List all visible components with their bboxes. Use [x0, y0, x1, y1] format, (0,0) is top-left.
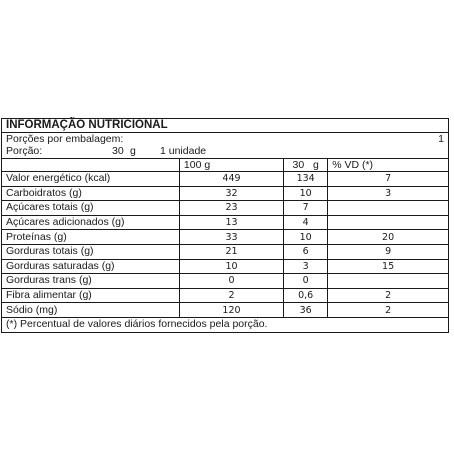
- value-per-100g: 2: [179, 288, 283, 303]
- nutrition-table-header: [2, 159, 448, 172]
- table-row: [2, 186, 448, 201]
- footnote: (*) Percentual de valores diários fornecidos pela porção.: [6, 317, 268, 330]
- table-row: [2, 215, 448, 230]
- nutrition-table: [2, 159, 448, 318]
- table-row: [2, 230, 448, 245]
- value-per-portion: 10: [284, 186, 328, 201]
- value-per-portion: 0,6: [284, 288, 328, 303]
- value-per-100g: 13: [179, 215, 283, 230]
- value-per-100g: 449: [179, 172, 283, 187]
- header-per-portion: [284, 159, 328, 172]
- nutrient-name: Açúcares totais (g): [2, 201, 179, 216]
- value-per-100g: 0: [179, 274, 283, 289]
- serving-size-amount: 30: [112, 145, 124, 157]
- value-per-portion: 3: [284, 259, 328, 274]
- value-daily-percent: [328, 274, 448, 289]
- value-daily-percent: 2: [328, 303, 448, 318]
- table-row: [2, 303, 448, 318]
- value-per-100g: 32: [179, 186, 283, 201]
- table-row: [2, 172, 448, 187]
- value-per-100g: 120: [179, 303, 283, 318]
- nutrient-name: Valor energético (kcal): [2, 172, 179, 187]
- nutrient-name: Gorduras saturadas (g): [2, 259, 179, 274]
- nutrient-name: Gorduras totais (g): [2, 244, 179, 259]
- header-nutrient-cell: [2, 159, 179, 172]
- table-row: [2, 244, 448, 259]
- nutrient-name: Fibra alimentar (g): [2, 288, 179, 303]
- value-daily-percent: 20: [328, 230, 448, 245]
- servings-per-package-value: 1: [438, 133, 444, 145]
- value-per-portion: 7: [284, 201, 328, 216]
- value-per-100g: 10: [179, 259, 283, 274]
- value-daily-percent: [328, 215, 448, 230]
- serving-size-row: [2, 145, 448, 159]
- value-daily-percent: 3: [328, 186, 448, 201]
- header-per-portion-unit: g: [312, 159, 319, 171]
- table-row: [2, 201, 448, 216]
- value-daily-percent: 15: [328, 259, 448, 274]
- value-daily-percent: [328, 201, 448, 216]
- value-daily-percent: 7: [328, 172, 448, 187]
- label-title: INFORMAÇÃO NUTRICIONAL: [2, 119, 448, 133]
- value-per-portion: 36: [284, 303, 328, 318]
- header-per-portion-amount: 30: [292, 159, 305, 171]
- value-per-portion: 4: [284, 215, 328, 230]
- serving-size-unit: g: [130, 145, 136, 157]
- table-row: [2, 274, 448, 289]
- nutrient-name: Gorduras trans (g): [2, 274, 179, 289]
- value-per-portion: 0: [284, 274, 328, 289]
- header-vd: % VD (*): [328, 159, 448, 172]
- value-daily-percent: 2: [328, 288, 448, 303]
- servings-per-package-label: Porções por embalagem:: [6, 133, 124, 145]
- nutrient-name: Carboidratos (g): [2, 186, 179, 201]
- value-per-100g: 23: [179, 201, 283, 216]
- header-per100: 100 g: [179, 159, 283, 172]
- table-row: [2, 259, 448, 274]
- value-per-portion: 134: [284, 172, 328, 187]
- serving-size-household: 1 unidade: [160, 145, 207, 157]
- nutrition-facts-label: [1, 118, 449, 333]
- nutrient-name: Sódio (mg): [2, 303, 179, 318]
- value-daily-percent: 9: [328, 244, 448, 259]
- serving-size-label: Porção:: [6, 145, 43, 157]
- nutrient-name: Açúcares adicionados (g): [2, 215, 179, 230]
- nutrient-name: Proteínas (g): [2, 230, 179, 245]
- value-per-portion: 10: [284, 230, 328, 245]
- value-per-100g: 33: [179, 230, 283, 245]
- servings-per-package-row: [2, 133, 448, 145]
- value-per-portion: 6: [284, 244, 328, 259]
- table-row: [2, 288, 448, 303]
- value-per-100g: 21: [179, 244, 283, 259]
